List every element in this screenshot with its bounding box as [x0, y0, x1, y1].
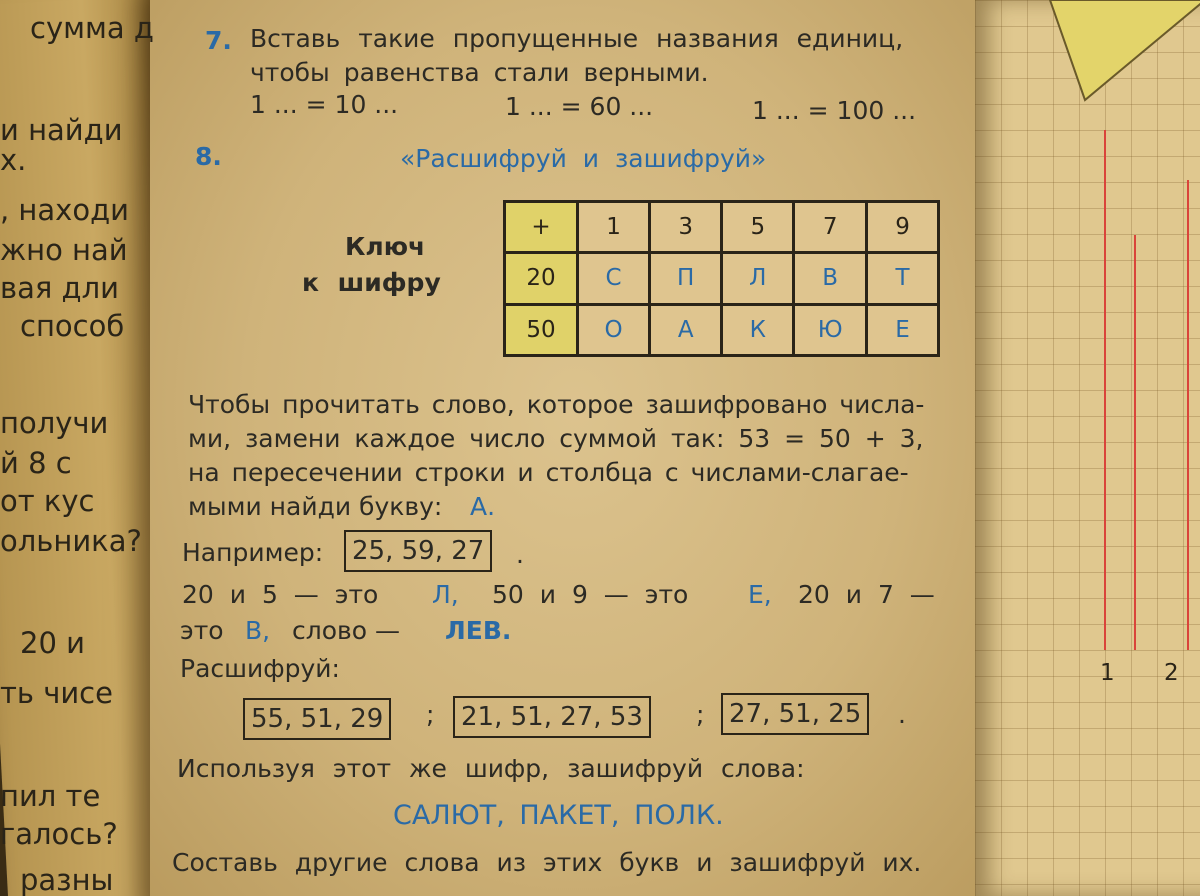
left-line: жно най	[0, 233, 128, 267]
table-cell: +	[505, 202, 578, 253]
left-line: разны	[20, 863, 114, 896]
left-line: способ	[20, 309, 125, 343]
task8-number: 8.	[195, 142, 222, 171]
code-box-3: 27, 51, 25	[721, 693, 869, 735]
left-line: пил те	[0, 779, 101, 813]
example-line2-a: это	[180, 616, 224, 645]
left-line: ть чисе	[0, 676, 113, 710]
example-code-box: 25, 59, 27	[344, 530, 492, 572]
example-line1-e: 20 и 7 —	[798, 580, 935, 609]
task7-line2: чтобы равенства стали верными.	[250, 58, 709, 87]
code-box-1: 55, 51, 29	[243, 698, 391, 740]
table-cell: В	[794, 253, 867, 304]
table-cell: С	[577, 253, 649, 304]
example-line2-c: слово —	[292, 616, 400, 645]
instruction-line2: ми, замени каждое число суммой так: 53 = 50 + 3,	[188, 424, 924, 453]
example-letter-l: Л,	[432, 580, 459, 609]
decode-label: Расшифруй:	[180, 654, 340, 683]
left-line: 20 и	[20, 626, 85, 660]
table-row	[505, 253, 939, 304]
table-cell: Т	[867, 253, 939, 304]
left-line: вая дли	[0, 271, 119, 305]
table-cell: 1	[577, 202, 649, 253]
code-box-2: 21, 51, 27, 53	[453, 696, 651, 738]
words-to-encode: САЛЮТ, ПАКЕТ, ПОЛК.	[393, 800, 724, 831]
example-period: .	[516, 540, 524, 569]
left-line: х.	[0, 143, 27, 177]
instruction-line4: мыми найди букву:	[188, 492, 443, 521]
table-cell: Ю	[794, 304, 867, 355]
left-line: получи	[0, 406, 109, 440]
instruction-line1: Чтобы прочитать слово, которое зашифровано числа-	[188, 390, 925, 419]
table-cell: О	[577, 304, 649, 355]
axis-label-2: 2	[1164, 660, 1179, 686]
key-label-line1: Ключ	[345, 232, 426, 261]
left-line: галось?	[0, 817, 118, 851]
example-letter-v: В,	[245, 616, 271, 645]
example-label: Например:	[182, 538, 324, 567]
code-end-period: .	[898, 700, 906, 729]
table-cell: 7	[794, 202, 867, 253]
table-cell: П	[650, 253, 722, 304]
code-separator: ;	[426, 700, 435, 729]
table-header-row	[505, 202, 939, 253]
instruction-line3: на пересечении строки и столбца с числами-слагае-	[188, 458, 909, 487]
task7-eq3: 1 ... = 100 ...	[752, 96, 917, 125]
example-line1-c: 50 и 9 — это	[492, 580, 689, 609]
left-line: сумма д	[30, 11, 154, 45]
encode-label: Используя этот же шифр, зашифруй слова:	[177, 754, 805, 783]
key-label-line2: к шифру	[302, 268, 441, 297]
task7-number: 7.	[205, 26, 232, 55]
table-cell: 50	[505, 304, 578, 355]
table-cell: 3	[650, 202, 722, 253]
left-line: ольника?	[0, 524, 142, 558]
table-cell: К	[722, 304, 794, 355]
table-cell: 9	[867, 202, 939, 253]
left-line: и найди	[0, 113, 123, 147]
left-line: й 8 с	[0, 446, 72, 480]
table-cell: Е	[867, 304, 939, 355]
left-line: от кус	[0, 484, 95, 518]
code-separator: ;	[696, 700, 705, 729]
task8-title: «Расшифруй и зашифруй»	[400, 144, 767, 173]
left-line: , находи	[0, 193, 129, 227]
table-cell: 5	[722, 202, 794, 253]
example-line1-a: 20 и 5 — это	[182, 580, 379, 609]
axis-label-1: 1	[1100, 660, 1115, 686]
final-instruction: Составь другие слова из этих букв и зашифруй их.	[172, 848, 922, 877]
task7-eq1: 1 ... = 10 ...	[250, 90, 399, 119]
cipher-key-table	[503, 200, 940, 357]
task7-eq2: 1 ... = 60 ...	[505, 92, 654, 121]
example-word: ЛЕВ.	[445, 616, 512, 645]
table-cell: Л	[722, 253, 794, 304]
table-cell: А	[650, 304, 722, 355]
instruction-letter: А.	[470, 492, 496, 521]
table-row	[505, 304, 939, 355]
example-letter-e: Е,	[748, 580, 772, 609]
table-cell: 20	[505, 253, 578, 304]
task7-line1: Вставь такие пропущенные названия единиц,	[250, 24, 904, 53]
